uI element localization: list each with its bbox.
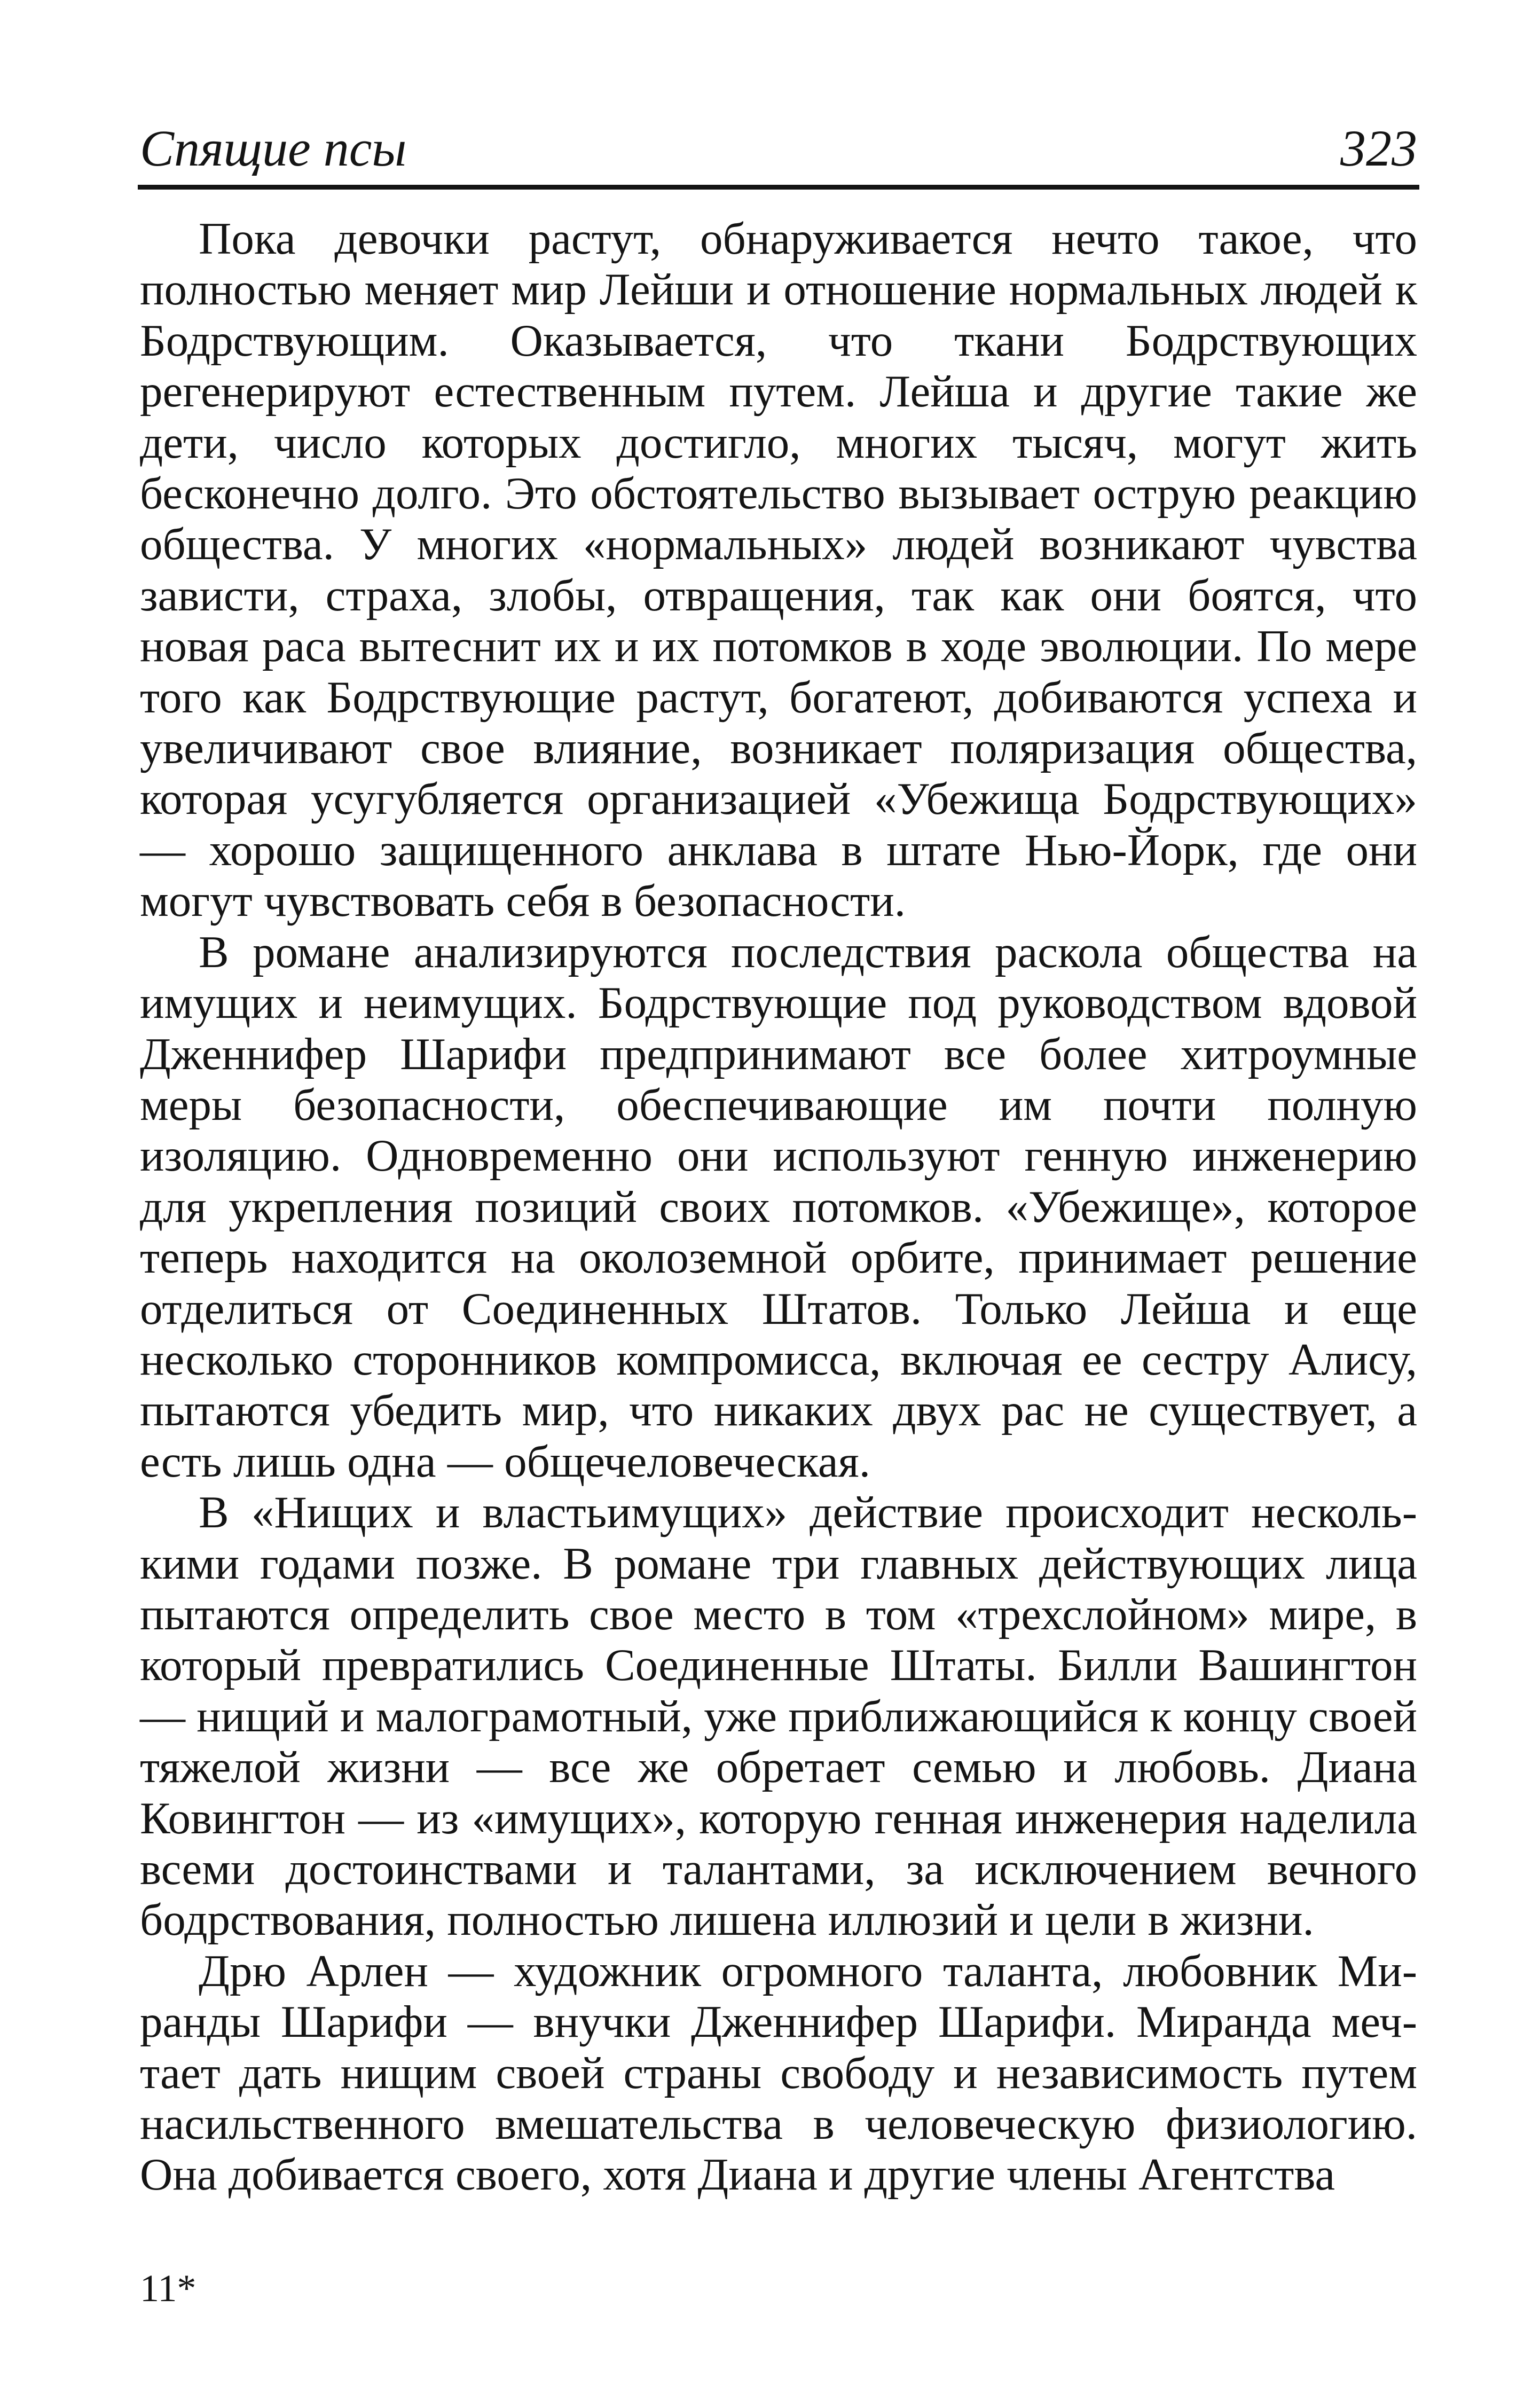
paragraph-1: Пока девочки растут, обнаруживается нечто такое, что полностью меняет мир Лейши и отношение нормальных людей к Бодрствующим. Оказывается, что ткани Бодрствующих регенерируют естественным путем. Лейша и другие такие же дети, число которых достигло, многих тысяч, могут жить бесконечно долго. Это обстоятельство вызывает острую реакцию общества. У многих «нормальных» людей возникают чувства зависти, страха, злобы, отвращения, так как они боятся, что новая раса вытеснит их и их потомков в ходе эволюции. По мере того как Бодрствующие растут, богатеют, добиваются успеха и увеличивают свое влияние, возникает поляризация общества, которая усугубляется организацией «Убежища Бодрствующих» — хорошо защищенного анклава в штате Нью-Йорк, где они могут чувствовать себя в безопасности. [140,214,1417,927]
paragraph-2: В романе анализируются последствия раскола общества на имущих и неимущих. Бодрствующие под руководством вдовой Дженнифер Шарифи предпринимают все более хитроумные меры безопасности, обеспечивающие им почти полную изоляцию. Одновременно они используют генную инженерию для укрепления позиций своих потомков. «Убежище», которое теперь находится на околоземной орбите, принимает решение отделиться от Соединенных Штатов. Только Лейша и еще несколько сторонников компромисса, включая ее сестру Алису, пытаются убедить мир, что никаких двух рас не существует, а есть лишь одна — общечеловеческая. [140,927,1417,1487]
paragraph-3: В «Нищих и властьимущих» действие происходит несколькими годами позже. В романе три главных действующих лица пытаются определить свое место в том «трехслойном» мире, в который превратились Соединенные Штаты. Билли Вашингтон — нищий и малограмотный, уже приближающийся к концу своей тяжелой жизни — все же обретает семью и любовь. Диана Ковингтон — из «имущих», которую генная инженерия наделила всеми достоинствами и талантами, за исключением вечного бодрствования, полностью лишена иллюзий и цели в жизни. [140,1487,1417,1945]
body-text [140,214,1417,2201]
header-rule [138,185,1419,190]
running-head [140,116,1417,181]
paragraph-4: Дрю Арлен — художник огромного таланта, любовник Миранды Шарифи — внучки Дженнифер Шарифи. Миранда мечтает дать нищим своей страны свободу и независимость путем насильственного вмешательства в человеческую физиологию. Она добивается своего, хотя Диана и другие члены Агентства [140,1945,1417,2200]
running-title: Спящие псы [140,120,407,177]
printer-signature-mark: 11* [140,2267,197,2310]
page-number: 323 [1340,120,1417,177]
